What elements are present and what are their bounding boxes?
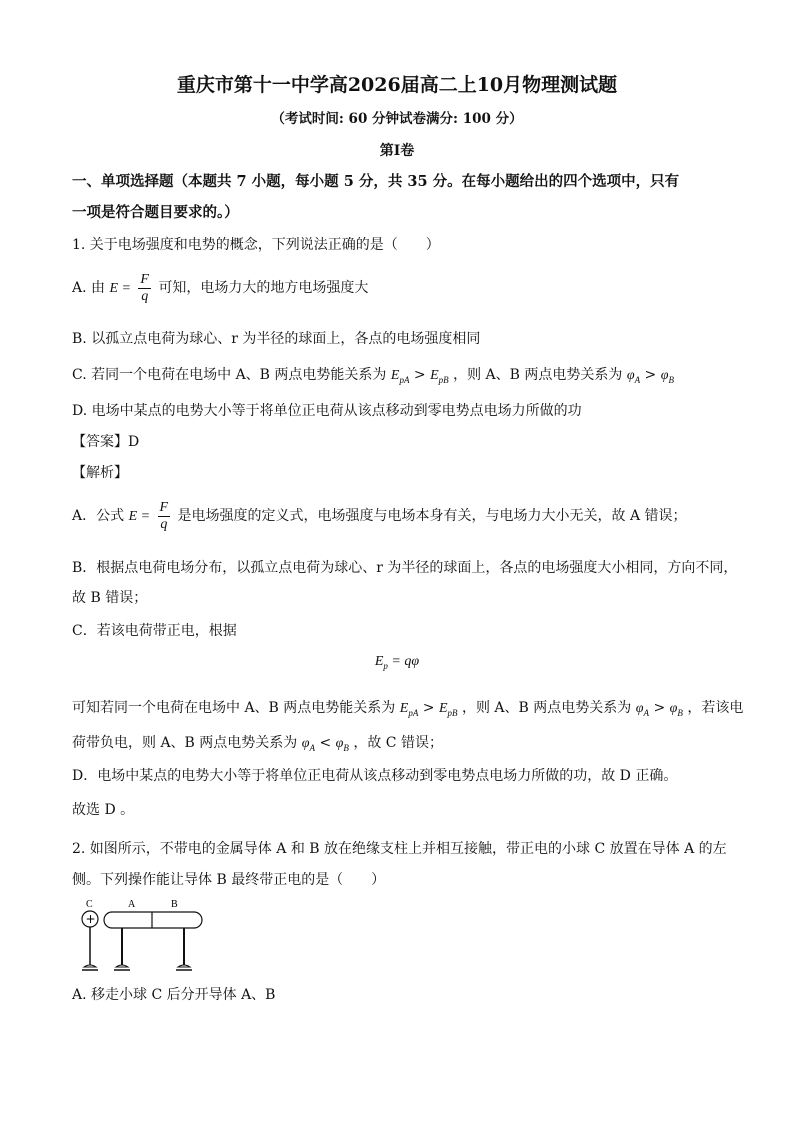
page-title: 重庆市第十一中学高2026届高二上10月物理测试题: [176, 74, 618, 96]
analysis-label: 【解析】: [72, 465, 128, 481]
conclusion: 故选 D 。: [72, 802, 135, 818]
formula-ep: $E_p = q\varphi$: [374, 654, 420, 671]
q2-stem-line1: 2. 如图所示，不带电的金属导体 A 和 B 放在绝缘支柱上并相互接触，带正电的小球 C 放置在导体 A 的左: [72, 841, 727, 857]
q1-option-c: C. 若同一个电荷在电场中 A、B 两点电势能关系为 $E_{pA} > E_{pB}$ ，则 A、B 两点电势关系为 $\varphi_A > \varphi_B$: [72, 367, 674, 385]
q1-option-d: D. 电场中某点的电势大小等于将单位正电荷从该点移动到零电势点电场力所做的功: [72, 403, 582, 419]
q2-option-a: A. 移走小球 C 后分开导体 A、B: [72, 987, 276, 1003]
q1-option-a: A. 由 E = $\frac{F}{q}$ 可知，电场力大的地方电场强度大: [72, 271, 369, 304]
answer-label: 【答案】D: [72, 434, 140, 450]
section-heading-line1: 一、单项选择题（本题共 7 小题，每小题 5 分，共 35 分。在每小题给出的四个选项中，只有: [72, 173, 680, 190]
fraction-f-over-q: $\frac{F}{q}$: [140, 271, 149, 304]
analysis-c-line2: 可知若同一个电荷在电场中 A、B 两点电势能关系为 $E_{pA} > E_{pB}$ ，则 A、B 两点电势关系为 $\varphi_A > \varphi_B$ ，若该电: [72, 700, 744, 718]
fraction-f-over-q-2: $\frac{F}{q}$: [159, 499, 169, 532]
analysis-a: A．公式 E = $\frac{F}{q}$ 是电场强度的定义式，电场强度与电场本身有关，与电场力大小无关，故 A 错误；: [72, 499, 687, 532]
analysis-c-line1: C．若该电荷带正电，根据: [72, 623, 237, 639]
volume-heading: 第Ⅰ卷: [379, 143, 415, 159]
plus-sign: +: [85, 912, 96, 926]
analysis-d: D．电场中某点的电势大小等于将单位正电荷从该点移动到零电势点电场力所做的功，故 D 正确。: [72, 768, 678, 784]
conductor-ab: [104, 912, 202, 928]
q1-stem: 1. 关于电场强度和电势的概念，下列说法正确的是（ ）: [72, 237, 440, 253]
q1-option-b: B. 以孤立点电荷为球心、r 为半径的球面上，各点的电场强度相同: [72, 331, 481, 347]
exam-info: （考试时间: 60 分钟试卷满分: 100 分）: [271, 111, 523, 127]
label-b: B: [171, 899, 178, 910]
analysis-c-line3: 荷带负电，则 A、B 两点电势关系为 $\varphi_A < \varphi_B$ ，故 C 错误；: [72, 735, 443, 753]
label-c: C: [86, 899, 93, 910]
analysis-b-line1: B．根据点电荷电场分布，以孤立点电荷为球心、r 为半径的球面上，各点的电场强度大小相同，方向不同，: [72, 560, 738, 576]
section-heading-line2: 一项是符合题目要求的。）: [72, 204, 239, 221]
conductor-diagram: [72, 895, 212, 977]
formula-lhs: E =: [109, 281, 131, 296]
analysis-b-line2: 故 B 错误；: [72, 590, 148, 606]
q2-stem-line2: 侧。下列操作能让导体 B 最终带正电的是（ ）: [72, 872, 386, 888]
label-a: A: [128, 899, 136, 910]
